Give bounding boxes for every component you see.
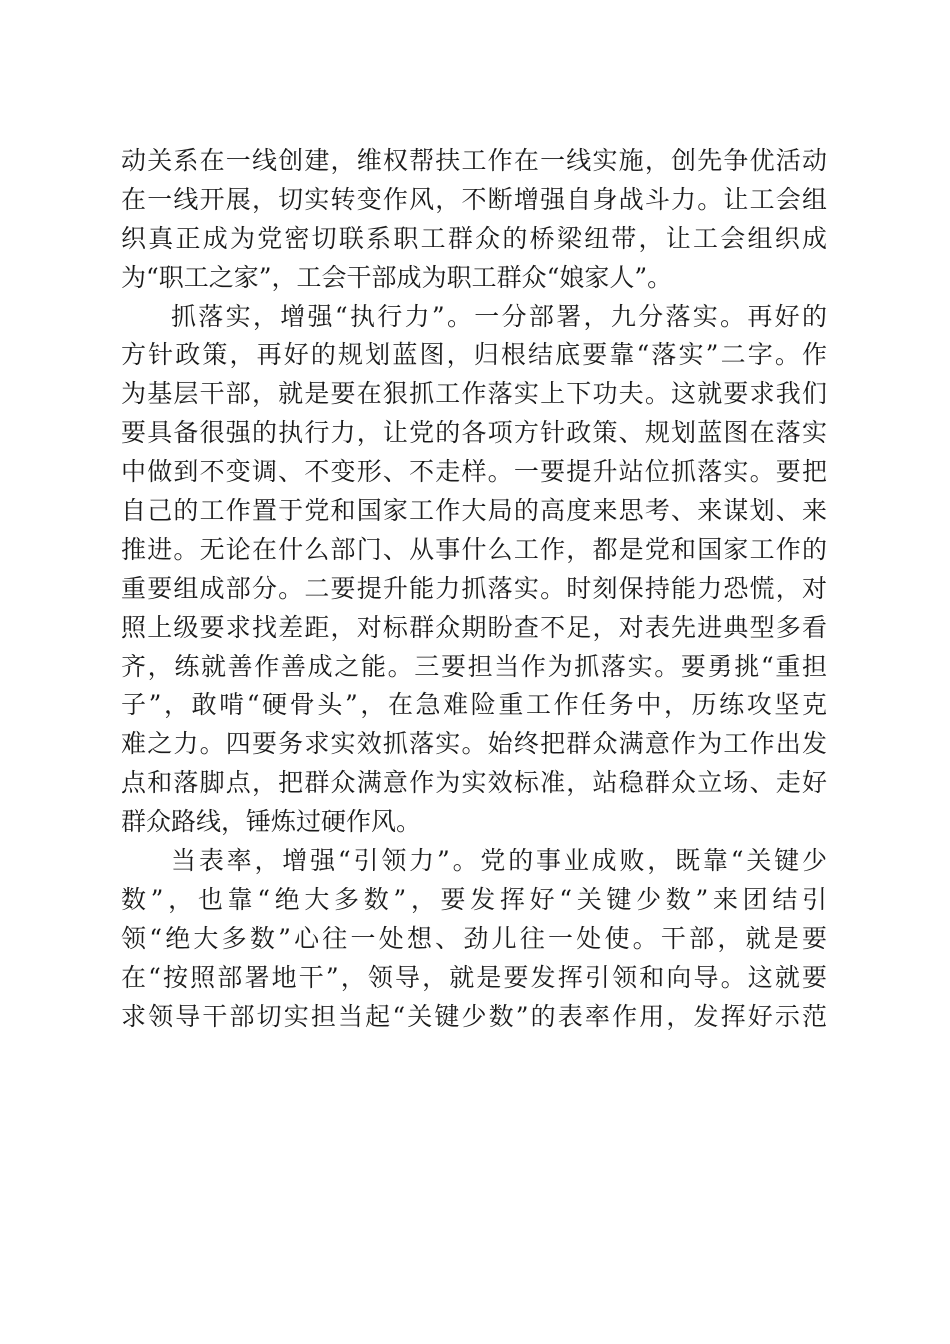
text-line: 自己的工作置于党和国家工作大局的高度来思考、来谋划、来	[121, 496, 827, 526]
text-line: 求领导干部切实担当起“关键少数”的表率作用，发挥好示范	[121, 1001, 827, 1031]
text-line: 为“职工之家”，工会干部成为职工群众“娘家人”。	[121, 262, 673, 292]
text-line: 推进。无论在什么部门、从事什么工作，都是党和国家工作的	[121, 534, 827, 564]
text-line: 点和落脚点，把群众满意作为实效标准，站稳群众立场、走好	[121, 768, 827, 798]
text-line: 为基层干部，就是要在狠抓工作落实上下功夫。这就要求我们	[121, 379, 827, 409]
text-line: 要具备很强的执行力，让党的各项方针政策、规划蓝图在落实	[121, 418, 827, 448]
text-line: 难之力。四要务求实效抓落实。始终把群众满意作为工作出发	[121, 729, 827, 759]
body-text	[121, 142, 827, 1036]
text-line: 群众路线，锤炼过硬作风。	[121, 807, 422, 837]
paragraph-1	[121, 142, 827, 298]
text-line: 数”，也靠“绝大多数”，要发挥好“关键少数”来团结引	[121, 884, 827, 914]
text-line: 子”，敢啃“硬骨头”，在急难险重工作任务中，历练攻坚克	[121, 690, 827, 720]
text-line: 织真正成为党密切联系职工群众的桥梁纽带，让工会组织成	[121, 223, 827, 253]
text-line: 照上级要求找差距，对标群众期盼查不足，对表先进典型多看	[121, 612, 827, 642]
text-line: 在“按照部署地干”，领导，就是要发挥引领和向导。这就要	[121, 962, 827, 992]
text-line: 领“绝大多数”心往一处想、劲儿往一处使。干部，就是要	[121, 923, 827, 953]
text-line: 当表率，增强“引领力”。党的事业成败，既靠“关键少	[171, 846, 827, 876]
paragraph-3	[121, 842, 827, 1036]
text-line: 齐，练就善作善成之能。三要担当作为抓落实。要勇挑“重担	[121, 651, 827, 681]
text-line: 抓落实，增强“执行力”。一分部署，九分落实。再好的	[171, 301, 827, 331]
text-line: 中做到不变调、不变形、不走样。一要提升站位抓落实。要把	[121, 457, 827, 487]
text-line: 方针政策，再好的规划蓝图，归根结底要靠“落实”二字。作	[121, 340, 827, 370]
paragraph-2	[121, 298, 827, 842]
text-line: 在一线开展，切实转变作风，不断增强自身战斗力。让工会组	[121, 184, 827, 214]
text-line: 动关系在一线创建，维权帮扶工作在一线实施，创先争优活动	[121, 146, 827, 175]
text-line: 重要组成部分。二要提升能力抓落实。时刻保持能力恐慌，对	[121, 573, 827, 603]
